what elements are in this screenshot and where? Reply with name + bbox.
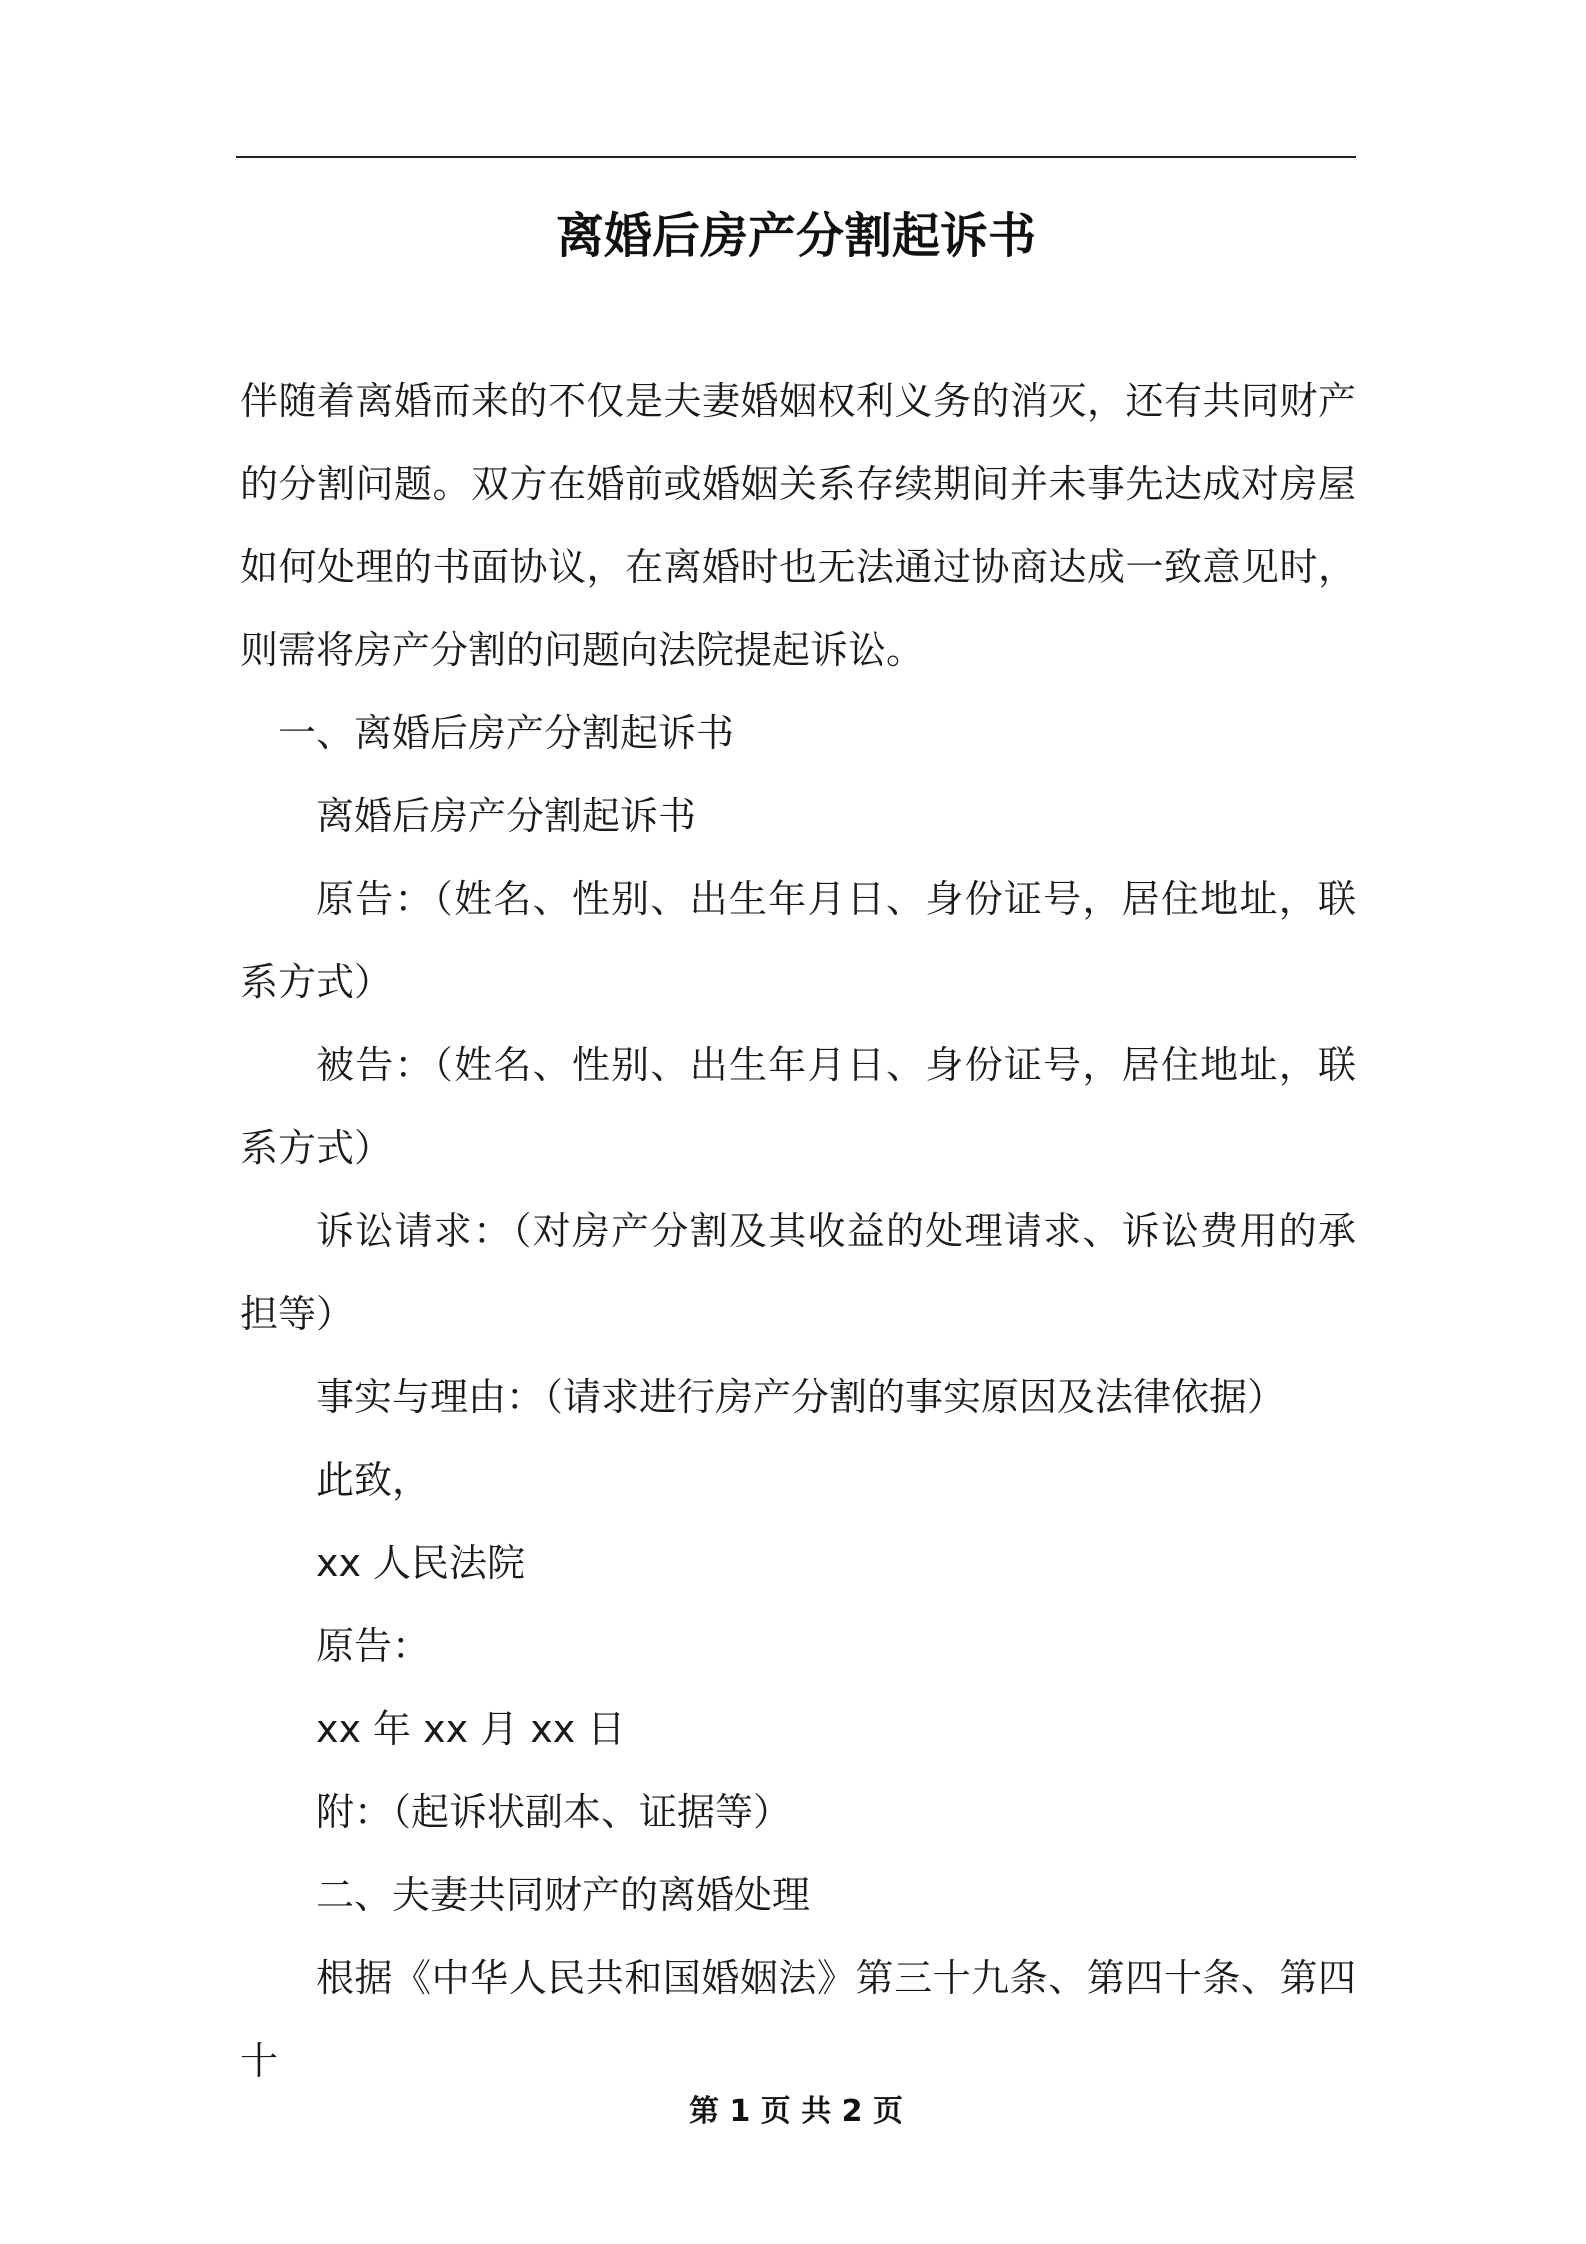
date-line: xx 年 xx 月 xx 日 [316,1707,626,1751]
document-body [240,360,1356,2103]
court-line: xx 人民法院 [316,1541,526,1585]
plaintiff-line: 原告：（姓名、性别、出生年月日、身份证号，居住地址，联系方式） [240,877,1356,1004]
intro-paragraph: 伴随着离婚而来的不仅是夫妻婚姻权利义务的消灭，还有共同财产的分割问题。双方在婚前或婚姻关系存续期间并未事先达成对房屋如何处理的书面协议，在离婚时也无法通过协商达成一致意见时，则需将房产分割的问题向法院提起诉讼。 [240,379,1356,672]
section-heading-2: 二、夫妻共同财产的离婚处理 [316,1873,811,1917]
defendant-line: 被告：（姓名、性别、出生年月日、身份证号，居住地址，联系方式） [240,1043,1356,1170]
section-heading-1: 一、离婚后房产分割起诉书 [278,711,735,755]
complaint-title: 离婚后房产分割起诉书 [316,794,697,838]
salutation-line: 此致， [316,1458,431,1502]
plaintiff-signature-line: 原告： [316,1624,431,1668]
header-rule [236,156,1356,158]
document-title: 离婚后房产分割起诉书 [555,208,1036,264]
facts-reasons-line: 事实与理由：（请求进行房产分割的事实原因及法律依据） [316,1375,1286,1419]
attachments-line: 附：（起诉状副本、证据等） [316,1790,792,1834]
law-reference-paragraph: 根据《中华人民共和国婚姻法》第三十九条、第四十条、第四十 [240,1956,1356,2083]
page-footer: 第 1 页 共 2 页 [689,2094,903,2129]
claims-line: 诉讼请求：（对房产分割及其收益的处理请求、诉讼费用的承担等） [240,1209,1356,1336]
